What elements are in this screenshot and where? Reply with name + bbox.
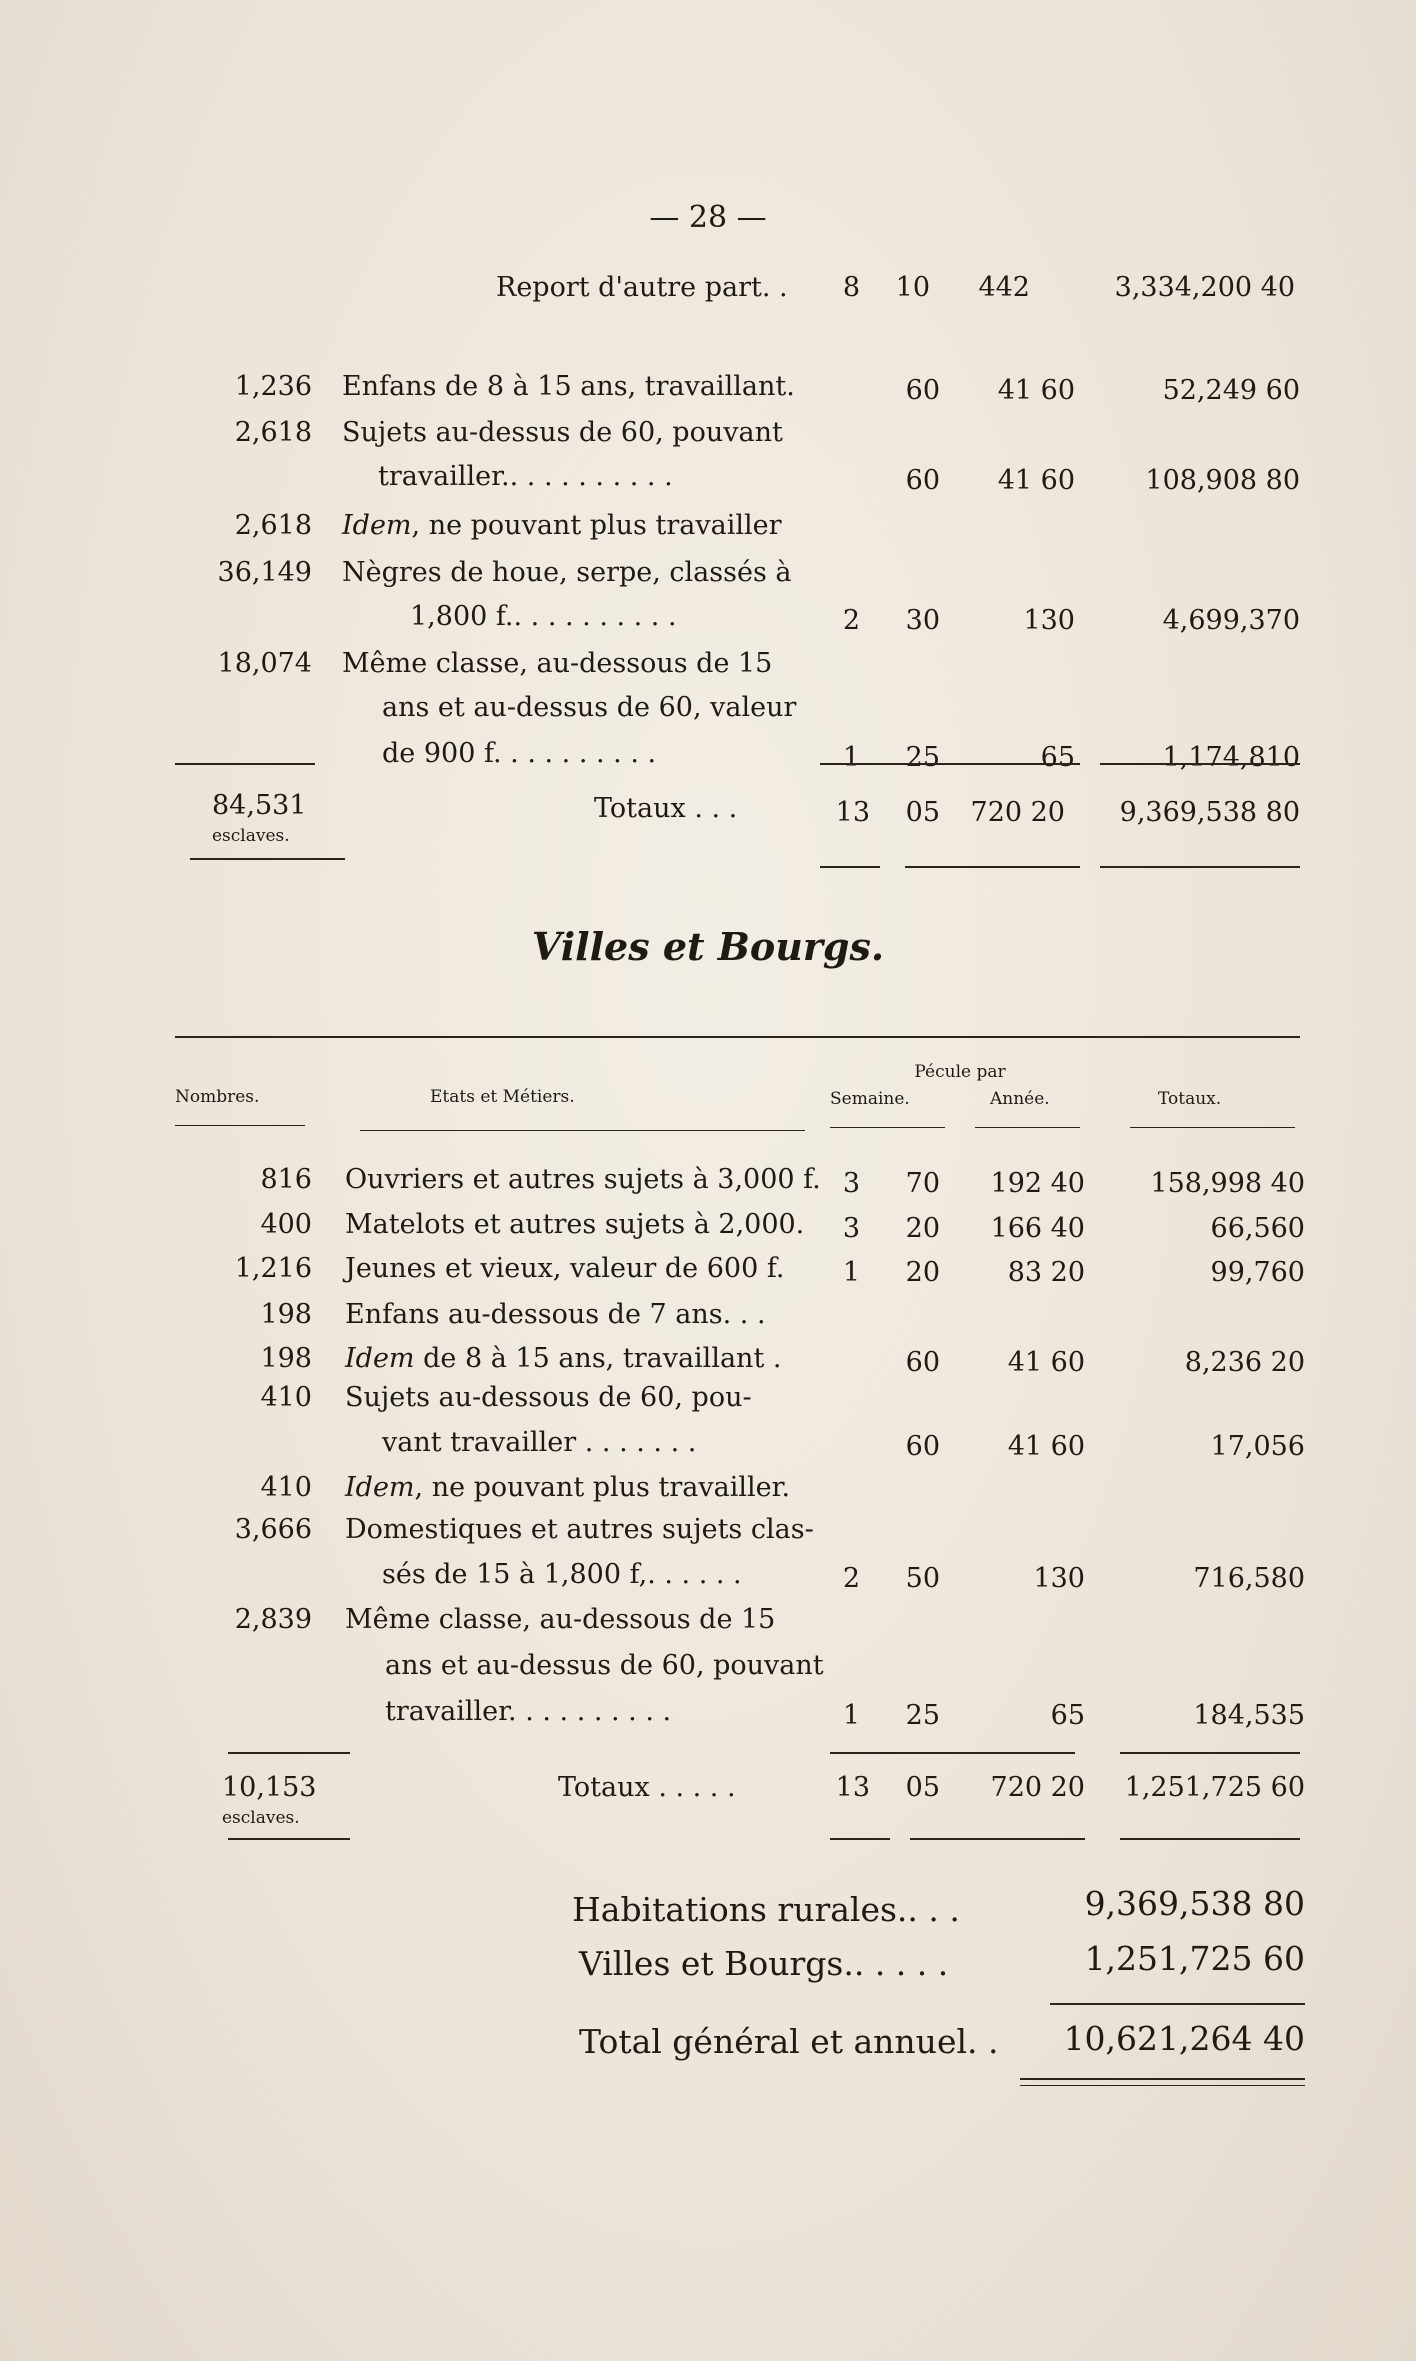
row-description: travailler.. . . . . . . . . . <box>378 461 673 492</box>
header-total: Totaux. <box>1158 1089 1222 1109</box>
row-c3: 130 <box>1033 1563 1085 1594</box>
row-c3: 41 60 <box>1007 1431 1085 1462</box>
row-c1: 3 <box>842 1168 860 1199</box>
row-c2: 60 <box>905 1347 940 1378</box>
totals-c3: 720 20 <box>990 1772 1085 1803</box>
rule <box>1100 763 1300 765</box>
rule <box>1050 2003 1305 2005</box>
rule <box>175 1125 305 1126</box>
row-description <box>342 510 782 541</box>
grand-total-label: Total général et annuel. . <box>579 2022 999 2061</box>
report-total: 3,334,200 40 <box>1114 272 1295 303</box>
totals-label: Totaux . . . . . <box>558 1772 736 1803</box>
row-c3: 41 60 <box>1007 1347 1085 1378</box>
row-c1: 1 <box>842 742 860 773</box>
row-c2: 25 <box>905 742 940 773</box>
row-c3: 65 <box>1050 1700 1085 1731</box>
totals-c2: 05 <box>905 1772 940 1803</box>
rule <box>228 1752 350 1754</box>
rule <box>905 866 1080 868</box>
row-total: 52,249 60 <box>1162 375 1300 406</box>
row-description: 1,800 f.. . . . . . . . . . <box>410 601 677 632</box>
row-number: 1,236 <box>234 371 312 402</box>
report-c1: 8 <box>842 272 860 303</box>
report-c2: 10 <box>895 272 930 303</box>
rule <box>1120 1838 1300 1840</box>
row-description: vant travailler . . . . . . . <box>382 1427 697 1458</box>
row-c2: 60 <box>905 465 940 496</box>
header-number: Nombres. <box>175 1087 260 1107</box>
row-c2: 60 <box>905 375 940 406</box>
row-c1: 2 <box>842 605 860 636</box>
totals-number: 10,153 <box>222 1772 317 1803</box>
totals-c2: 05 <box>905 797 940 828</box>
row-description: Ouvriers et autres sujets à 3,000 f. <box>345 1164 821 1195</box>
row-number: 198 <box>260 1299 312 1330</box>
row-number: 2,839 <box>234 1604 312 1635</box>
rule <box>910 1838 1085 1840</box>
row-description: Domestiques et autres sujets clas- <box>345 1514 814 1545</box>
row-number: 3,666 <box>234 1514 312 1545</box>
header-trades: Etats et Métiers. <box>430 1087 575 1107</box>
row-total: 1,174,810 <box>1162 742 1300 773</box>
row-total: 4,699,370 <box>1162 605 1300 636</box>
rule <box>1120 1752 1300 1754</box>
row-c2: 20 <box>905 1213 940 1244</box>
row-total: 17,056 <box>1210 1431 1305 1462</box>
row-total: 184,535 <box>1193 1700 1305 1731</box>
idem-label: Idem <box>345 1472 415 1503</box>
row-c3: 166 40 <box>990 1213 1085 1244</box>
rule <box>830 1838 890 1840</box>
rule <box>830 1752 1075 1754</box>
row-description-text: , ne pouvant plus travailler. <box>414 1472 791 1503</box>
row-c1: 2 <box>842 1563 860 1594</box>
row-total: 716,580 <box>1193 1563 1305 1594</box>
row-number: 400 <box>260 1209 312 1240</box>
row-description: travailler. . . . . . . . . . <box>385 1696 672 1727</box>
totals-total: 9,369,538 80 <box>1119 797 1300 828</box>
rule <box>830 1127 945 1128</box>
report-c3: 442 <box>978 272 1030 303</box>
row-total: 108,908 80 <box>1145 465 1300 496</box>
row-c2: 25 <box>905 1700 940 1731</box>
row-description <box>345 1343 781 1374</box>
rule <box>360 1130 805 1131</box>
row-description: Jeunes et vieux, valeur de 600 f. <box>345 1253 785 1284</box>
row-number: 410 <box>260 1472 312 1503</box>
row-description: ans et au-dessus de 60, valeur <box>382 692 797 723</box>
rule <box>228 1838 350 1840</box>
grand-total-value: 10,621,264 40 <box>1063 2019 1305 2058</box>
rule <box>820 866 880 868</box>
totals-unit: esclaves. <box>222 1808 300 1828</box>
row-number: 198 <box>260 1343 312 1374</box>
totals-c1: 13 <box>835 1772 870 1803</box>
totals-c3: 720 20 <box>970 797 1065 828</box>
row-c2: 30 <box>905 605 940 636</box>
row-number: 18,074 <box>217 648 312 679</box>
row-total: 99,760 <box>1210 1257 1305 1288</box>
row-c2: 20 <box>905 1257 940 1288</box>
row-description: Enfans de 8 à 15 ans, travaillant. <box>342 371 795 402</box>
summary-value: 9,369,538 80 <box>1084 1884 1305 1923</box>
row-c3: 41 60 <box>997 465 1075 496</box>
row-description: sés de 15 à 1,800 f,. . . . . . <box>382 1559 742 1590</box>
row-number: 2,618 <box>234 417 312 448</box>
rule <box>975 1127 1080 1128</box>
row-c3: 130 <box>1023 605 1075 636</box>
header-pecule: Pécule par <box>914 1062 1006 1082</box>
header-week: Semaine. <box>830 1089 910 1109</box>
row-c3: 192 40 <box>990 1168 1085 1199</box>
report-label: Report d'autre part. . <box>496 272 788 303</box>
row-c1: 3 <box>842 1213 860 1244</box>
row-c3: 83 20 <box>1007 1257 1085 1288</box>
summary-label: Villes et Bourgs.. . . . . <box>579 1944 949 1983</box>
idem-label: Idem <box>342 510 412 541</box>
rule <box>175 763 315 765</box>
totals-label: Totaux . . . <box>594 793 738 824</box>
row-total: 8,236 20 <box>1184 1347 1305 1378</box>
row-description: Même classe, au-dessous de 15 <box>345 1604 776 1635</box>
header-year: Année. <box>990 1089 1050 1109</box>
rule <box>1100 866 1300 868</box>
summary-label: Habitations rurales.. . . <box>572 1890 960 1929</box>
row-description: Matelots et autres sujets à 2,000. <box>345 1209 805 1240</box>
totals-number: 84,531 <box>212 790 307 821</box>
row-c3: 65 <box>1040 742 1075 773</box>
idem-label: Idem <box>345 1343 415 1374</box>
row-description: ans et au-dessus de 60, pouvant <box>385 1650 824 1681</box>
row-description <box>345 1472 790 1503</box>
row-description: Même classe, au-dessous de 15 <box>342 648 773 679</box>
rule <box>1130 1127 1295 1128</box>
page-number: — 28 — <box>649 200 767 235</box>
row-total: 158,998 40 <box>1150 1168 1305 1199</box>
row-number: 36,149 <box>217 557 312 588</box>
rule <box>175 1036 1300 1038</box>
row-c2: 50 <box>905 1563 940 1594</box>
totals-total: 1,251,725 60 <box>1124 1772 1305 1803</box>
row-number: 2,618 <box>234 510 312 541</box>
rule <box>190 858 345 860</box>
summary-value: 1,251,725 60 <box>1084 1939 1305 1978</box>
row-description: Sujets au-dessous de 60, pou- <box>345 1382 752 1413</box>
section-title: Villes et Bourgs. <box>531 924 885 969</box>
row-description-text: , ne pouvant plus travailler <box>411 510 782 541</box>
row-description-text: de 8 à 15 ans, travaillant . <box>414 1343 782 1374</box>
row-description: de 900 f. . . . . . . . . . <box>382 738 657 769</box>
row-total: 66,560 <box>1210 1213 1305 1244</box>
row-c1: 1 <box>842 1257 860 1288</box>
row-number: 1,216 <box>234 1253 312 1284</box>
rule <box>1020 2078 1305 2080</box>
rule <box>820 763 1080 765</box>
rule <box>1020 2085 1305 2086</box>
row-number: 816 <box>260 1164 312 1195</box>
row-description: Nègres de houe, serpe, classés à <box>342 557 792 588</box>
totals-unit: esclaves. <box>212 826 290 846</box>
row-c3: 41 60 <box>997 375 1075 406</box>
row-c1: 1 <box>842 1700 860 1731</box>
row-description: Sujets au-dessus de 60, pouvant <box>342 417 783 448</box>
row-description: Enfans au-dessous de 7 ans. . . <box>345 1299 766 1330</box>
totals-c1: 13 <box>835 797 870 828</box>
row-number: 410 <box>260 1382 312 1413</box>
row-c2: 70 <box>905 1168 940 1199</box>
row-c2: 60 <box>905 1431 940 1462</box>
